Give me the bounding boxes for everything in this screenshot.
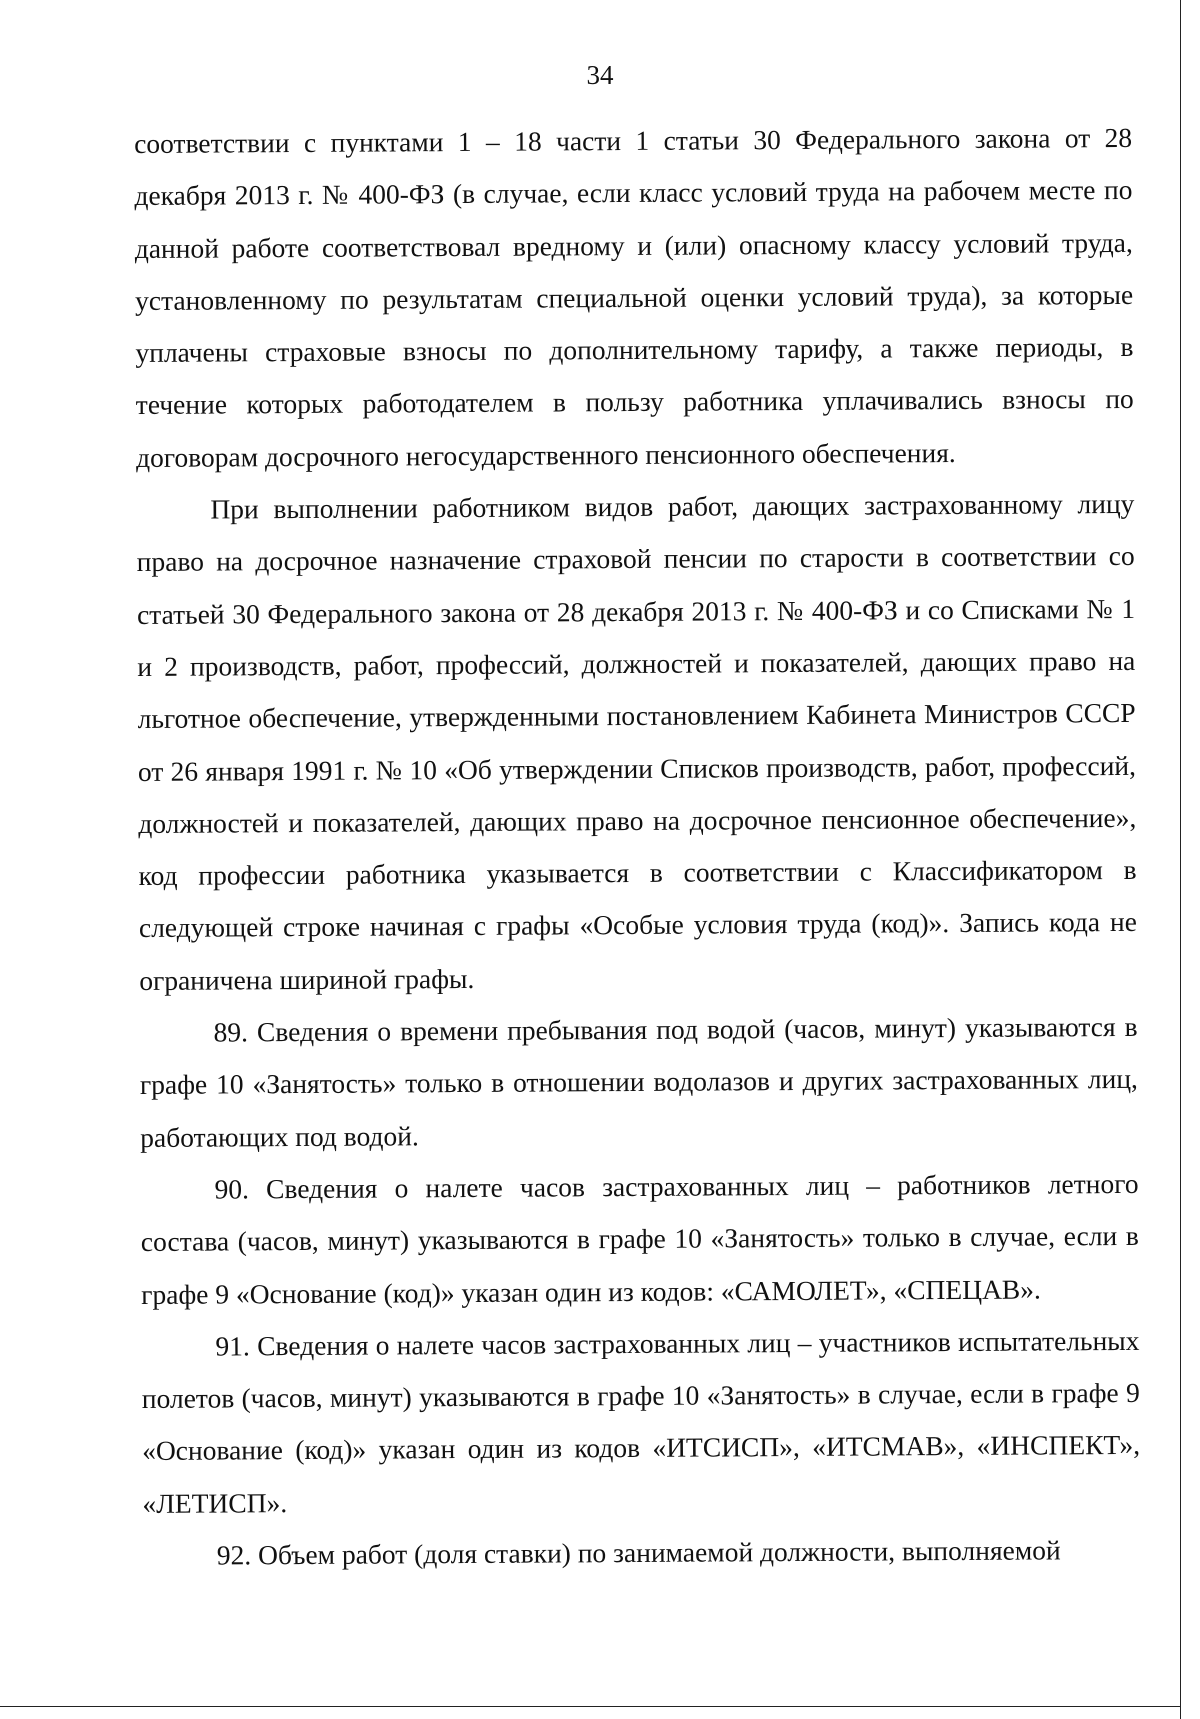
- scan-border-right: [1180, 0, 1181, 1719]
- document-body: [134, 112, 1141, 1582]
- paragraph-item-91: 91. Сведения о налете часов застрахованных лиц – участников испытательных полетов (часов, минут) указываются в графе 10 «Занятость» в случае, если в графе 9 «Основание (код)» указан один из кодов «ИТСИСП», «ИТСМАВ», «ИНСПЕКТ», «ЛЕТИСП».: [141, 1324, 1141, 1519]
- paragraph-item-89: 89. Сведения о времени пребывания под водой (часов, минут) указываются в графе 10 «Занятость» только в отношении водолазов и других застрахованных лиц, работающих под водой.: [139, 1010, 1138, 1153]
- page-number: 34: [586, 60, 614, 90]
- paragraph-profession-code: При выполнении работником видов работ, дающих застрахованному лицу право на досрочное назначение страховой пенсии по старости в соответствии со статьей 30 Федерального закона от 28 декабря 2013 г. № 400-ФЗ и со Списками № 1 и 2 производств, работ, профессий, должностей и показателей, дающих право на льготное обеспечение, утвержденными постановлением Кабинета Министров СССР от 26 января 1991 г. № 10 «Об утверждении Списков производств, работ, профессий, должностей и показателей, дающих право на досрочное пенсионное обеспечение», код профессии работника указывается в соответствии с Классификатором в следующей строке начиная с графы «Особые условия труда (код)». Запись кода не ограничена шириной графы.: [136, 487, 1138, 996]
- paragraph-item-90: 90. Сведения о налете часов застрахованных лиц – работников летного состава (часов, минут) указываются в графе 10 «Занятость» только в случае, если в графе 9 «Основание (код)» указан один из кодов: «САМОЛЕТ», «СПЕЦАВ».: [140, 1167, 1139, 1310]
- scan-border-bottom: [0, 1706, 1181, 1707]
- paragraph-continuation: соответствии с пунктами 1 – 18 части 1 статьи 30 Федерального закона от 28 декабря 2013 г. № 400-ФЗ (в случае, если класс условий труда на рабочем месте по данной работе соответствовал вредному и (или) опасному классу условий труда, установленному по результатам специальной оценки условий труда), за которые уплачены страховые взносы по дополнительному тарифу, а также периоды, в течение которых работодателем в пользу работника уплачивались взносы по договорам досрочного негосударственного пенсионного обеспечения.: [134, 121, 1134, 473]
- paragraph-item-92: 92. Объем работ (доля ставки) по занимаемой должности, выполняемой: [216, 1534, 1061, 1571]
